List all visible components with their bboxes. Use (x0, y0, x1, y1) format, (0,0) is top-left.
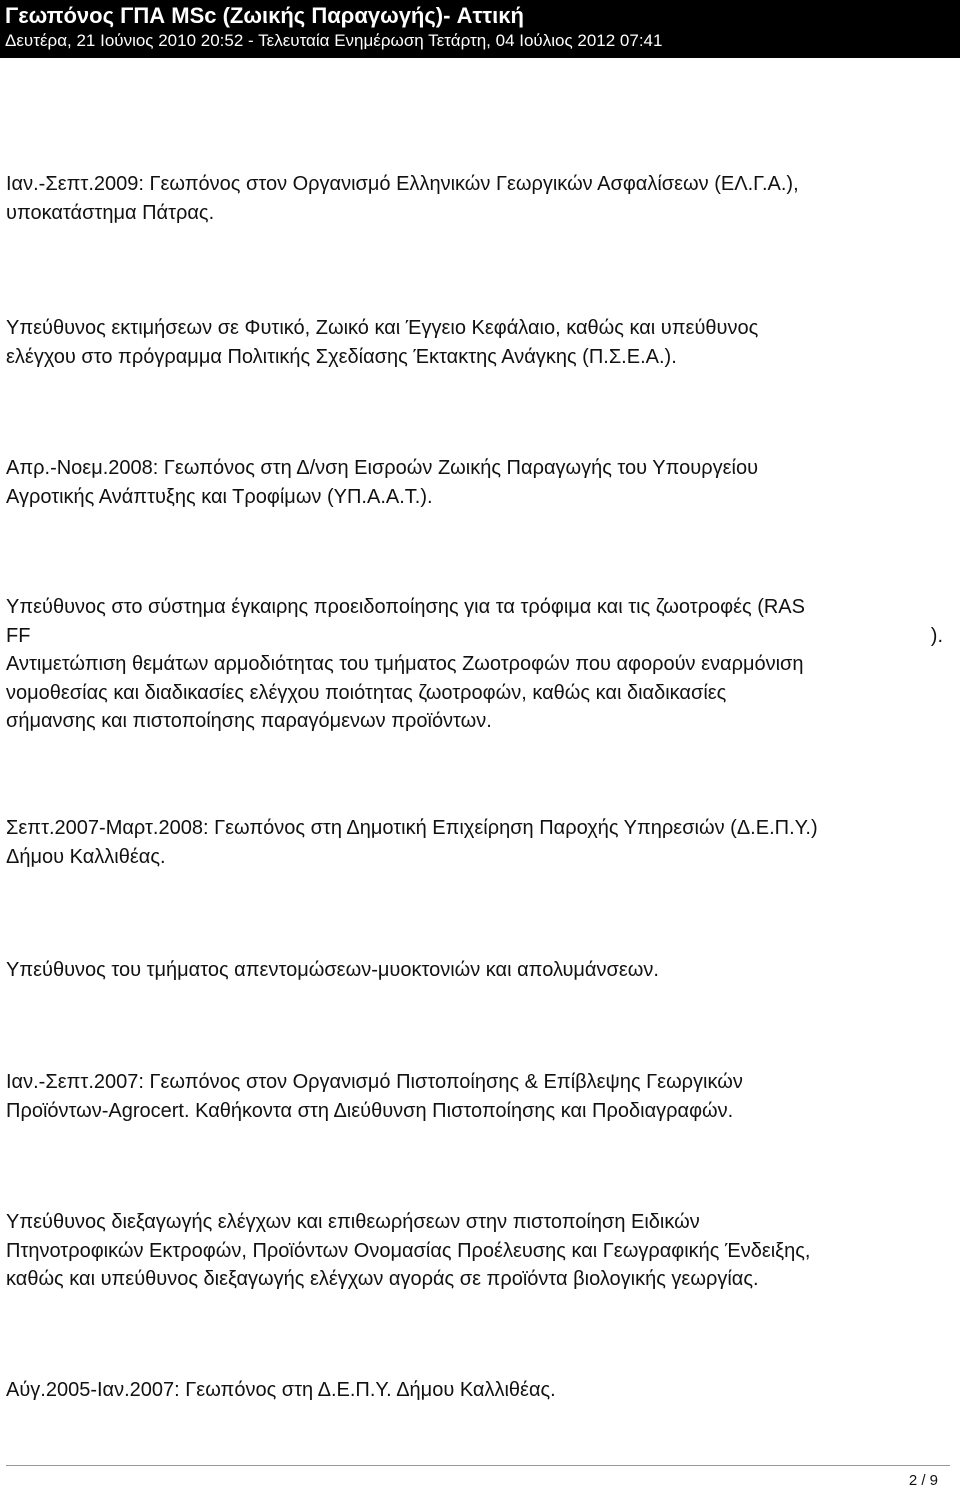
page-header (0, 0, 960, 58)
page-dates: Δευτέρα, 21 Ιούνιος 2010 20:52 - Τελευταία Ενημέρωση Τετάρτη, 04 Ιούλιος 2012 07:41 (5, 31, 663, 50)
text-line: Υπεύθυνος στο σύστημα έγκαιρης προειδοποίησης για τα τρόφιμα και τις ζωοτροφές (RAS (6, 596, 805, 618)
paragraph-elga-duties (6, 314, 950, 371)
paragraph-agrocert-duties (6, 1208, 950, 1294)
text-line: Απρ.-Νοεμ.2008: Γεωπόνος στη Δ/νση Εισροών Ζωικής Παραγωγής του Υπουργείου (6, 457, 759, 479)
text-line: ελέγχου στο πρόγραμμα Πολιτικής Σχεδίασης Έκτακτης Ανάγκης (Π.Σ.Ε.Α.). (6, 345, 677, 368)
text-line: νομοθεσίας και διαδικασίες ελέγχου ποιότητας ζωοτροφών, καθώς και διαδικασίες (6, 681, 727, 704)
page-number: 2 / 9 (908, 1472, 938, 1489)
text-line: Αύγ.2005-Ιαν.2007: Γεωπόνος στη Δ.Ε.Π.Υ. Δήμου Καλλιθέας. (6, 1379, 556, 1401)
page-title: Γεωπόνος ΓΠΑ MSc (Ζωικής Παραγωγής)- Αττική (5, 3, 524, 28)
text-line: Σεπτ.2007-Μαρτ.2008: Γεωπόνος στη Δημοτική Επιχείρηση Παροχής Υπηρεσιών (Δ.Ε.Π.Υ.) (6, 817, 818, 839)
text-line: Ιαν.-Σεπτ.2009: Γεωπόνος στον Οργανισμό Ελληνικών Γεωργικών Ασφαλίσεων (ΕΛ.Γ.Α.), (6, 173, 799, 195)
text-line-split (6, 622, 943, 651)
text-line: Πτηνοτροφικών Εκτροφών, Προϊόντων Ονομασίας Προέλευσης και Γεωγραφικής Ένδειξης, (6, 1239, 811, 1262)
text-line: σήμανσης και πιστοποίησης παραγόμενων προϊόντων. (6, 710, 492, 732)
text-line: Προϊόντων-Agrocert. Καθήκοντα στη Διεύθυνση Πιστοποίησης και Προδιαγραφών. (6, 1099, 734, 1122)
text-line: Δήμου Καλλιθέας. (6, 845, 166, 868)
paragraph-depy-duties (6, 956, 950, 985)
paragraph-depy-2005 (6, 1376, 950, 1405)
text-line: Υπεύθυνος διεξαγωγής ελέγχων και επιθεωρήσεων στην πιστοποίηση Ειδικών (6, 1211, 700, 1233)
text-line: υποκατάστημα Πάτρας. (6, 201, 215, 224)
text-line: Υπεύθυνος του τμήματος απεντομώσεων-μυοκτονιών και απολυμάνσεων. (6, 959, 659, 981)
paragraph-ministry-duties (6, 593, 950, 736)
text-line: Αντιμετώπιση θεμάτων αρμοδιότητας του τμήματος Ζωοτροφών που αφορούν εναρμόνιση (6, 653, 804, 675)
paragraph-ministry (6, 454, 950, 511)
footer-divider (6, 1465, 950, 1466)
text-line: Ιαν.-Σεπτ.2007: Γεωπόνος στον Οργανισμό Πιστοποίησης & Επίβλεψης Γεωργικών (6, 1071, 743, 1093)
paragraph-elga (6, 170, 950, 227)
paragraph-agrocert (6, 1068, 950, 1125)
text-fragment: FF (6, 624, 31, 647)
text-line: Υπεύθυνος εκτιμήσεων σε Φυτικό, Ζωικό και Έγγειο Κεφάλαιο, καθώς και υπεύθυνος (6, 317, 759, 339)
text-fragment: ). (930, 624, 943, 647)
paragraph-depy (6, 814, 950, 871)
text-line: Αγροτικής Ανάπτυξης και Τροφίμων (ΥΠ.Α.Α.Τ.). (6, 485, 433, 508)
text-line: καθώς και υπεύθυνος διεξαγωγής ελέγχων αγοράς σε προϊόντα βιολογικής γεωργίας. (6, 1268, 759, 1290)
